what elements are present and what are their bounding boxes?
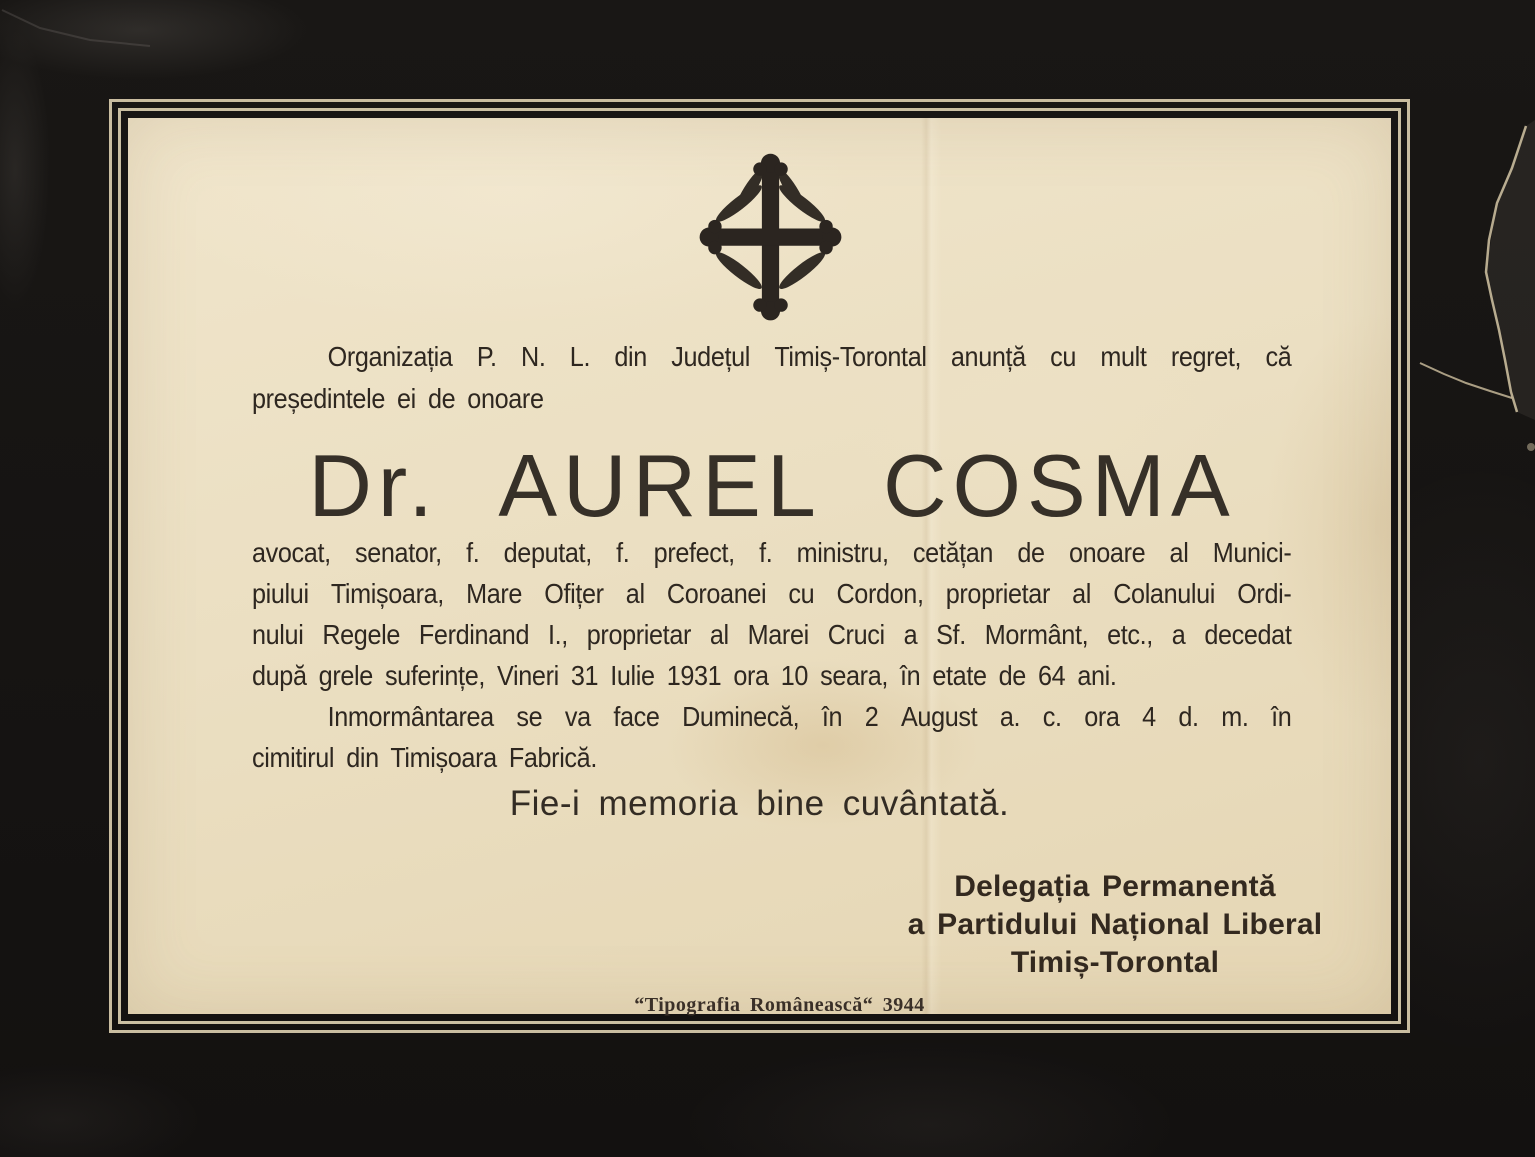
body-line: piului Timișoara, Mare Ofițer al Coroanei cu Cordon, proprietar al Colanului Ordi- [252, 578, 1292, 609]
body-line: nului Regele Ferdinand I., proprietar al Marei Cruci a Sf. Mormânt, etc., a decedat [252, 619, 1292, 650]
memorial-blessing-line: Fie-i memoria bine cuvântată. [509, 784, 1010, 823]
intro-line: președintele ei de onoare [252, 383, 544, 414]
cross-icon [688, 148, 853, 330]
signature-line: Timiș-Torontal [1010, 946, 1220, 979]
body-line: după grele suferințe, Vineri 31 Iulie 1931 ora 10 seara, în etate de 64 ani. [252, 660, 1117, 691]
printed-frame-inner-rule [118, 108, 1401, 1024]
intro-paragraph [252, 336, 1292, 420]
announcement-paper [128, 118, 1391, 1014]
deceased-name-title: Dr. AUREL COSMA [308, 436, 1236, 535]
body-line: cimitirul din Timișoara Fabrică. [252, 742, 597, 773]
printer-imprint: “Tipografia Românească“ 3944 [634, 994, 925, 1016]
obituary-body [252, 532, 1292, 778]
signature-line: a Partidului Național Liberal [907, 908, 1323, 941]
body-line: avocat, senator, f. deputat, f. prefect, f. ministru, cetățan de onoare al Munici- [252, 537, 1292, 568]
printed-frame-outer-rule [109, 99, 1410, 1033]
intro-line: Organizația P. N. L. din Județul Timiș-Torontal anunță cu mult regret, că [327, 341, 1292, 372]
signature-line: Delegația Permanentă [954, 870, 1276, 903]
signature-block [880, 868, 1350, 982]
body-line: Inmormântarea se va face Duminecă, în 2 August a. c. ora 4 d. m. în [327, 701, 1292, 732]
